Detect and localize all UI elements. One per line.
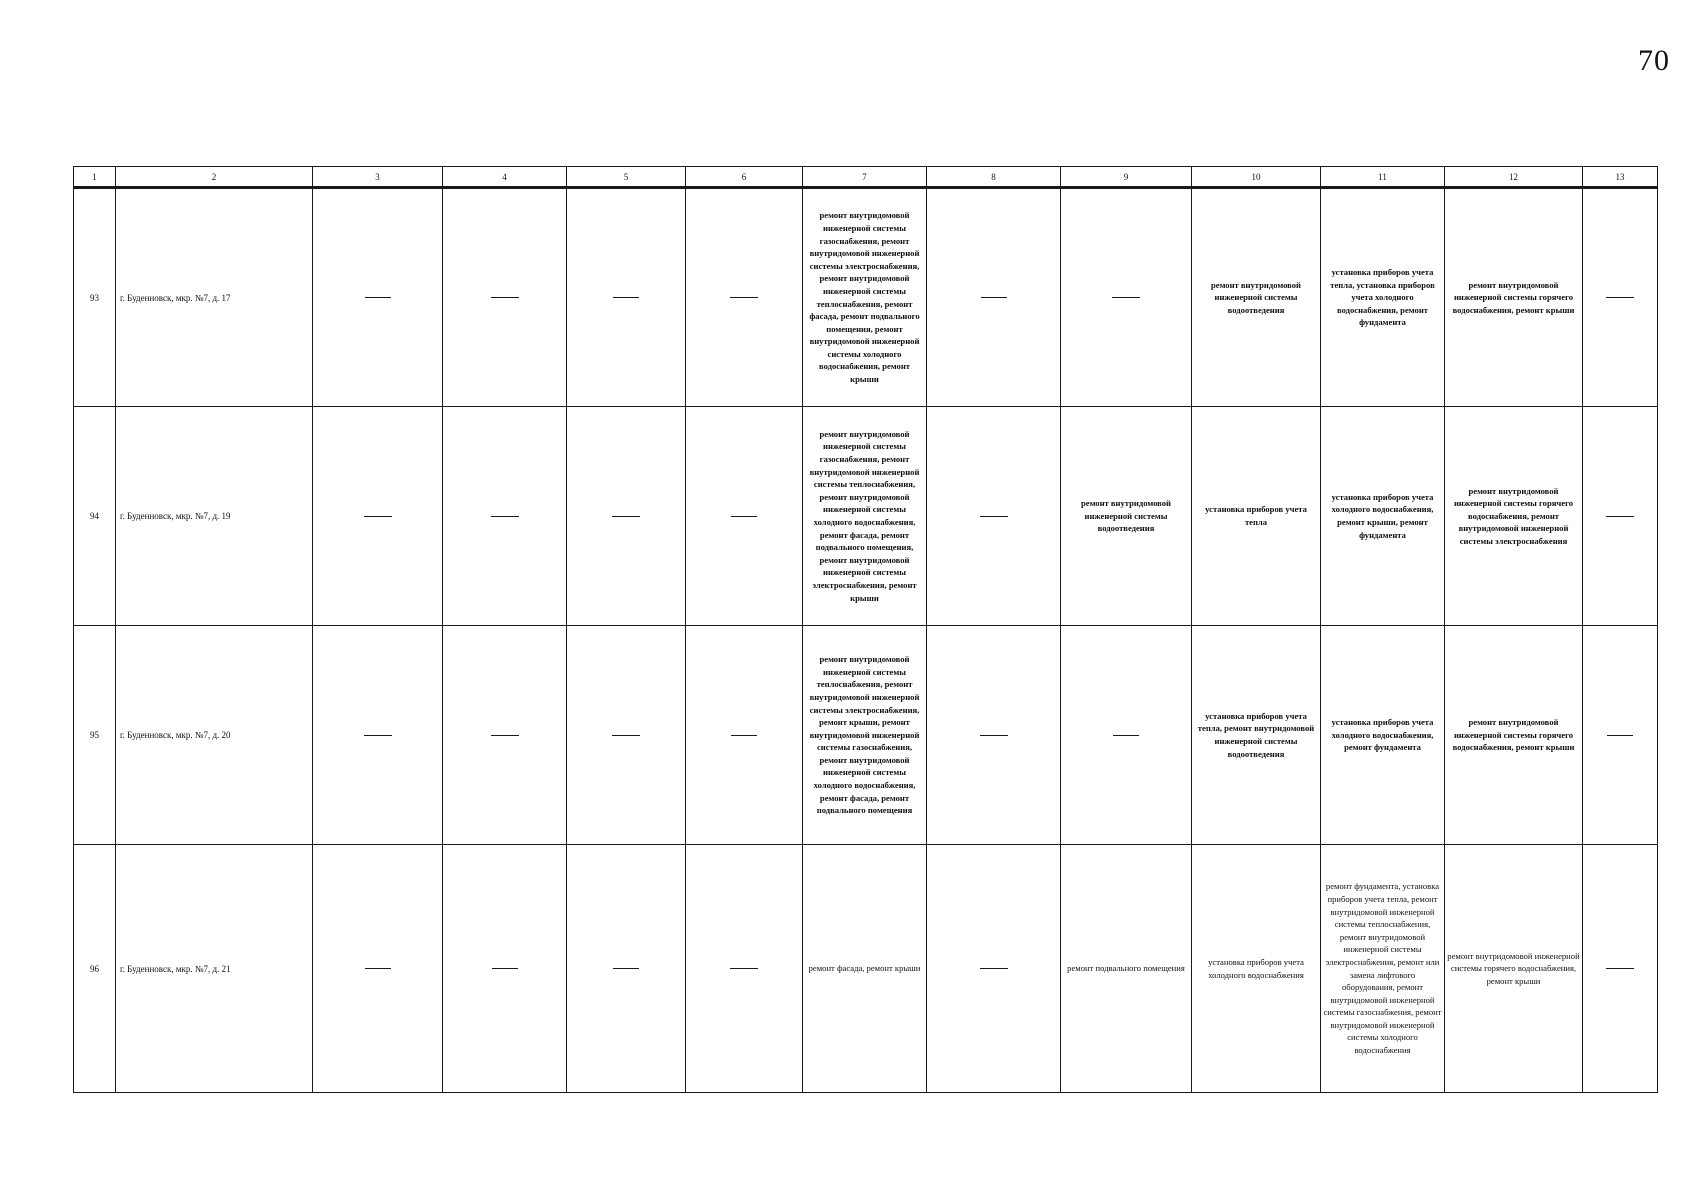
row-address: г. Буденновск, мкр. №7, д. 17: [116, 188, 313, 407]
dash-mark: [364, 516, 392, 517]
row-number: 94: [74, 407, 116, 626]
dash-mark: [364, 735, 392, 736]
work-description: ремонт внутридомовой инженерной системы горячего водоснабжения, ремонт крыши: [1445, 188, 1583, 407]
work-description: установка приборов учета тепла, ремонт внутридомовой инженерной системы водоотведения: [1192, 626, 1321, 845]
row-number: 96: [74, 845, 116, 1093]
dash-cell: [567, 845, 686, 1093]
dash-mark: [731, 516, 757, 517]
dash-cell: [313, 407, 443, 626]
dash-cell: [1061, 188, 1192, 407]
dash-mark: [980, 516, 1008, 517]
dash-mark: [1112, 297, 1140, 298]
table-row: [74, 845, 1658, 1093]
dash-cell: [443, 188, 567, 407]
dash-mark: [730, 297, 758, 298]
work-description: ремонт внутридомовой инженерной системы горячего водоснабжения, ремонт крыши: [1445, 845, 1583, 1093]
row-address: г. Буденновск, мкр. №7, д. 21: [116, 845, 313, 1093]
column-header: 5: [567, 167, 686, 188]
dash-mark: [730, 968, 758, 969]
dash-cell: [1583, 626, 1658, 845]
work-description: ремонт внутридомовой инженерной системы газоснабжения, ремонт внутридомовой инженерной системы теплоснабжения, ремонт внутридомовой инженерной системы холодного водоснабжения, ремонт фасада, ремонт подвального помещения, ремонт внутридомовой инженерной системы электроснабжения, ремонт крыши: [803, 407, 927, 626]
work-description: ремонт фундамента, установка приборов учета тепла, ремонт внутридомовой инженерной системы теплоснабжения, ремонт внутридомовой инженерной системы электроснабжения, ремонт или замена лифтового оборудования, ремонт внутридомовой инженерной системы газоснабжения, ремонт внутридомовой инженерной системы холодного водоснабжения: [1321, 845, 1445, 1093]
dash-cell: [686, 188, 803, 407]
column-header: 13: [1583, 167, 1658, 188]
dash-cell: [567, 407, 686, 626]
work-description: ремонт подвального помещения: [1061, 845, 1192, 1093]
dash-mark: [1606, 516, 1634, 517]
column-header: 10: [1192, 167, 1321, 188]
dash-mark: [981, 297, 1007, 298]
dash-mark: [1607, 735, 1633, 736]
dash-mark: [1606, 968, 1634, 969]
column-number-row: [74, 167, 1658, 188]
page-number: 70: [1638, 44, 1670, 77]
work-description: установка приборов учета холодного водоснабжения, ремонт крыши, ремонт фундамента: [1321, 407, 1445, 626]
dash-mark: [365, 297, 391, 298]
dash-cell: [927, 626, 1061, 845]
dash-mark: [980, 968, 1008, 969]
work-description: установка приборов учета тепла, установка приборов учета холодного водоснабжения, ремонт фундамента: [1321, 188, 1445, 407]
table-body: [74, 188, 1658, 1093]
dash-cell: [443, 407, 567, 626]
work-description: ремонт внутридомовой инженерной системы водоотведения: [1061, 407, 1192, 626]
column-header: 4: [443, 167, 567, 188]
dash-mark: [613, 968, 639, 969]
dash-mark: [612, 516, 640, 517]
column-header: 1: [74, 167, 116, 188]
dash-mark: [980, 735, 1008, 736]
row-number: 95: [74, 626, 116, 845]
work-description: ремонт внутридомовой инженерной системы горячего водоснабжения, ремонт внутридомовой инженерной системы электроснабжения: [1445, 407, 1583, 626]
dash-mark: [613, 297, 639, 298]
row-address: г. Буденновск, мкр. №7, д. 19: [116, 407, 313, 626]
work-description: установка приборов учета холодного водоснабжения, ремонт фундамента: [1321, 626, 1445, 845]
dash-cell: [927, 188, 1061, 407]
dash-cell: [927, 407, 1061, 626]
column-header: 7: [803, 167, 927, 188]
dash-cell: [313, 626, 443, 845]
table-row: [74, 407, 1658, 626]
dash-cell: [313, 845, 443, 1093]
row-number: 93: [74, 188, 116, 407]
work-description: ремонт фасада, ремонт крыши: [803, 845, 927, 1093]
dash-mark: [365, 968, 391, 969]
dash-mark: [491, 516, 519, 517]
table-row: [74, 188, 1658, 407]
dash-cell: [686, 845, 803, 1093]
dash-cell: [443, 845, 567, 1093]
dash-mark: [491, 735, 519, 736]
work-description: ремонт внутридомовой инженерной системы газоснабжения, ремонт внутридомовой инженерной системы электроснабжения, ремонт внутридомовой инженерной системы теплоснабжения, ремонт фасада, ремонт подвального помещения, ремонт внутридомовой инженерной системы холодного водоснабжения, ремонт крыши: [803, 188, 927, 407]
dash-mark: [1113, 735, 1139, 736]
column-header: 11: [1321, 167, 1445, 188]
work-description: установка приборов учета холодного водоснабжения: [1192, 845, 1321, 1093]
table-row: [74, 626, 1658, 845]
work-description: установка приборов учета тепла: [1192, 407, 1321, 626]
column-header: 12: [1445, 167, 1583, 188]
dash-cell: [567, 626, 686, 845]
dash-mark: [491, 297, 519, 298]
dash-cell: [686, 407, 803, 626]
work-description: ремонт внутридомовой инженерной системы теплоснабжения, ремонт внутридомовой инженерной системы электроснабжения, ремонт крыши, ремонт внутридомовой инженерной системы газоснабжения, ремонт внутридомовой инженерной системы холодного водоснабжения, ремонт фасада, ремонт подвального помещения: [803, 626, 927, 845]
dash-cell: [443, 626, 567, 845]
dash-mark: [612, 735, 640, 736]
work-description: ремонт внутридомовой инженерной системы водоотведения: [1192, 188, 1321, 407]
column-header: 8: [927, 167, 1061, 188]
table-header: [74, 167, 1658, 188]
dash-cell: [1583, 188, 1658, 407]
dash-cell: [567, 188, 686, 407]
dash-cell: [1583, 845, 1658, 1093]
column-header: 3: [313, 167, 443, 188]
dash-cell: [1061, 626, 1192, 845]
dash-cell: [313, 188, 443, 407]
dash-mark: [731, 735, 757, 736]
dash-mark: [492, 968, 518, 969]
dash-cell: [1583, 407, 1658, 626]
row-address: г. Буденновск, мкр. №7, д. 20: [116, 626, 313, 845]
column-header: 9: [1061, 167, 1192, 188]
column-header: 2: [116, 167, 313, 188]
dash-mark: [1606, 297, 1634, 298]
dash-cell: [686, 626, 803, 845]
work-description: ремонт внутридомовой инженерной системы горячего водоснабжения, ремонт крыши: [1445, 626, 1583, 845]
column-header: 6: [686, 167, 803, 188]
dash-cell: [927, 845, 1061, 1093]
work-schedule-table: [73, 166, 1658, 1093]
